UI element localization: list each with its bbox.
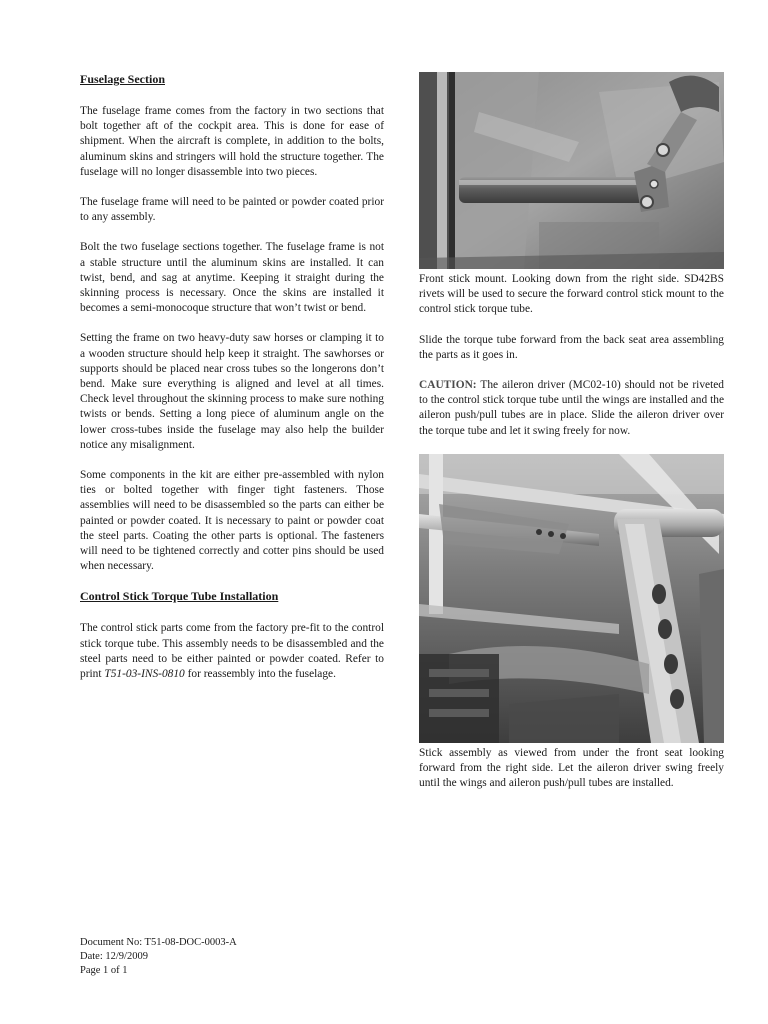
caption-stick-assembly: Stick assembly as viewed from under the front seat looking forward from the right side. Let the aileron driver swing freely until the wings and aileron push/pull tubes are installed. bbox=[419, 746, 724, 790]
paragraph-bolt: Bolt the two fuselage sections together. The fuselage frame is not a stable structure until the aluminum skins are installed. It can twist, bend, and sag at anytime. Keeping it straight during the skinning process is necessary. Once the skins are installed it becomes a semi-monocoque structure that won’t twist or bend. bbox=[80, 241, 384, 315]
stick-assembly-photo bbox=[419, 454, 724, 743]
left-column bbox=[80, 72, 384, 697]
right-column bbox=[419, 72, 724, 806]
paragraph-control-stick-post: for reassembly into the fuselage. bbox=[184, 668, 336, 681]
section-heading-fuselage: Fuselage Section bbox=[80, 72, 165, 86]
paragraph-paint: The fuselage frame will need to be painted or powder coated prior to any assembly. bbox=[80, 196, 384, 224]
paragraph-components: Some components in the kit are either pre-assembled with nylon ties or bolted together with finger tight fasteners. Those assemblies will need to be disassembled so the parts can either be painted or powder coated. It is necessary to paint or powder coat the steel parts. Coating the other parts is optional. The fasteners will need to be tightened correctly and cotter pins should be used when necessary. bbox=[80, 469, 384, 573]
page-number: Page 1 of 1 bbox=[80, 965, 128, 976]
section-heading-torque-tube: Control Stick Torque Tube Installation bbox=[80, 589, 279, 604]
caution-label: CAUTION: bbox=[419, 379, 477, 392]
paragraph-control-stick-pre: The control stick parts come from the factory pre-fit to the control stick torque tube. This assembly needs to be disassembled and the steel parts need to be either painted or powder coated. Refer to print bbox=[80, 622, 384, 681]
front-stick-mount-photo bbox=[419, 72, 724, 269]
document-footer bbox=[80, 936, 237, 978]
document-date: Date: 12/9/2009 bbox=[80, 951, 148, 962]
paragraph-slide-torque-tube: Slide the torque tube forward from the back seat area assembling the parts as it goes in. bbox=[419, 333, 724, 361]
paragraph-sawhorses: Setting the frame on two heavy-duty saw horses or clamping it to a wooden structure should help keep it straight. The sawhorses or supports should be placed near cross tubes so the longerons don’t bend. Make sure everything is aligned and level at all times. Check level throughout the skinning process to make sure nothing twists or bends. Setting a long piece of aluminum angle on the lower cross-tubes inside the fuselage may also help the builder notice any misalignment. bbox=[80, 332, 384, 451]
caption-front-stick-mount: Front stick mount. Looking down from the right side. SD42BS rivets will be used to secure the forward control stick mount to the control stick torque tube. bbox=[419, 273, 724, 316]
caution-text: The aileron driver (MC02-10) should not be riveted to the control stick torque tube until the wings are installed and the aileron push/pull tubes are in place. Slide the aileron driver over the torque tube and let it swing freely for now. bbox=[419, 379, 724, 437]
print-reference: T51-03-INS-0810 bbox=[104, 668, 185, 681]
paragraph-control-stick bbox=[80, 621, 384, 682]
paragraph-fuselage-intro: The fuselage frame comes from the factory in two sections that bolt together aft of the cockpit area. This is done for ease of shipment. When the aircraft is complete, in addition to the bolts, aluminum skins and stringers will hold the structure together. The fuselage will no longer disassemble into two pieces. bbox=[80, 105, 384, 178]
document-number: Document No: T51-08-DOC-0003-A bbox=[80, 937, 237, 948]
paragraph-caution bbox=[419, 378, 724, 439]
